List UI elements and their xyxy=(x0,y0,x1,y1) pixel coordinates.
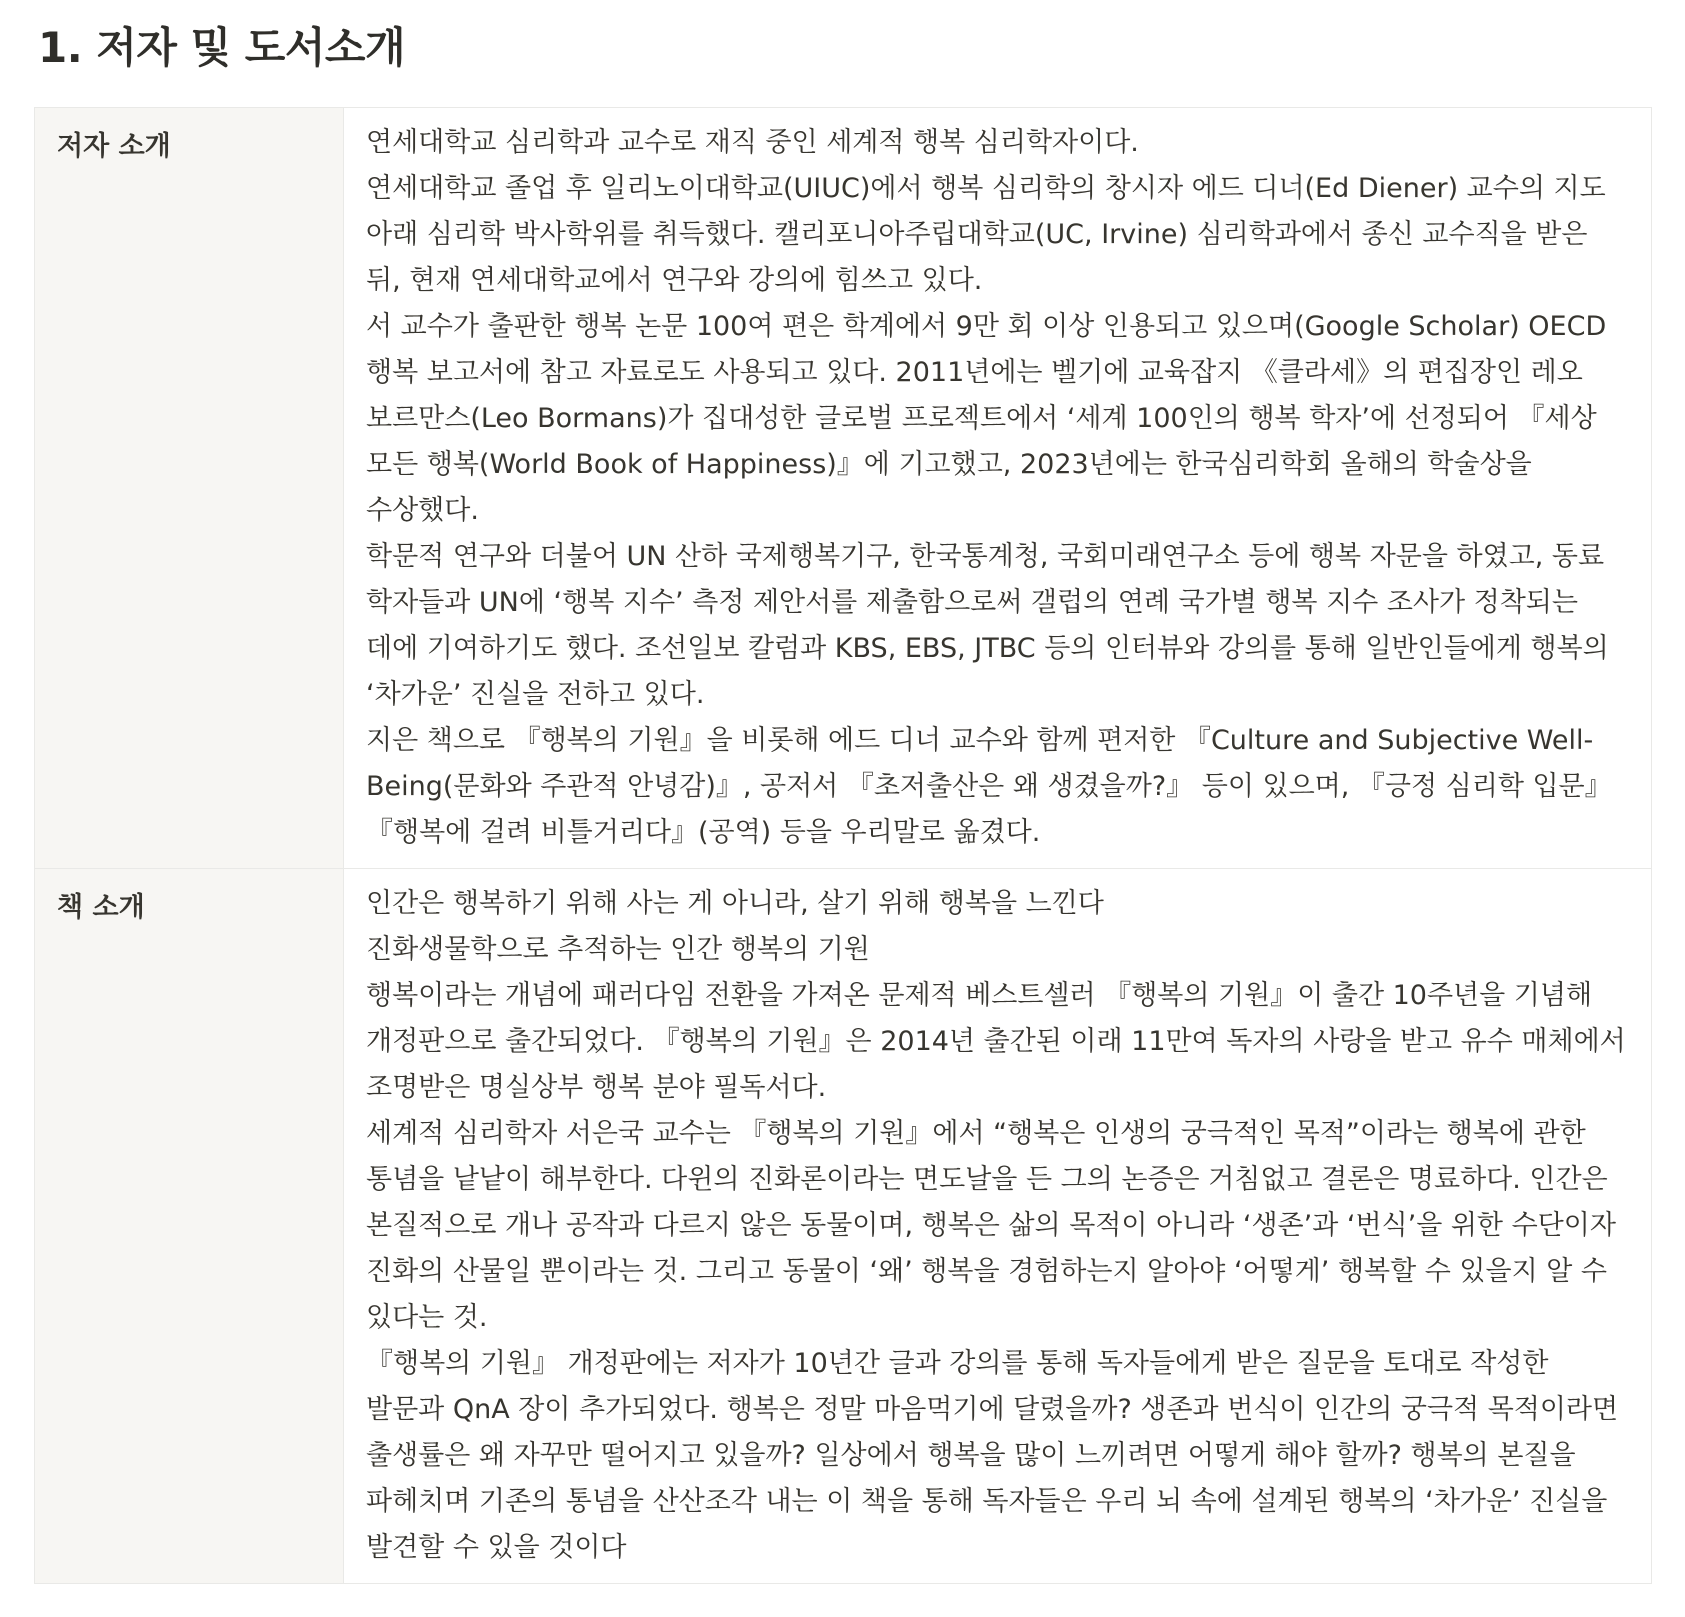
author-paragraph: 연세대학교 심리학과 교수로 재직 중인 세계적 행복 심리학자이다. xyxy=(366,127,1139,158)
info-table xyxy=(34,107,1652,1584)
book-label-cell xyxy=(35,869,344,1584)
book-paragraph: 세계적 심리학자 서은국 교수는 『행복의 기원』에서 “행복은 인생의 궁극적인 목적”이라는 행복에 관한 통념을 낱낱이 해부한다. 다윈의 진화론이라는 면도날을 든 그의 논증은 거침없고 결론은 명료하다. 인간은 본질적으로 개나 공작과 다르지 않은 동물이며, 행복은 삶의 목적이 아니라 ‘생존’과 ‘번식’을 위한 수단이자 진화의 산물일 뿐이라는 것. 그리고 동물이 ‘왜’ 행복을 경험하는지 알아야 ‘어떻게’ 행복할 수 있을지 알 수 있다는 것. xyxy=(366,1118,1616,1333)
book-paragraph: 진화생물학으로 추적하는 인간 행복의 기원 xyxy=(366,934,870,965)
author-label: 저자 소개 xyxy=(57,131,171,162)
author-paragraph: 서 교수가 출판한 행복 논문 100여 편은 학계에서 9만 회 이상 인용되고 있으며(Google Scholar) OECD 행복 보고서에 참고 자료로도 사용되고 있다. 2011년에는 벨기에 교육잡지 《클라세》의 편집장인 레오 보르만스(Leo Bormans)가 집대성한 글로벌 프로젝트에서 ‘세계 100인의 행복 학자’에 선정되어 『세상 모든 행복(World Book of Happiness)』에 기고했고, 2023년에는 한국심리학회 올해의 학술상을 수상했다. xyxy=(366,311,1607,526)
book-paragraph: 『행복의 기원』 개정판에는 저자가 10년간 글과 강의를 통해 독자들에게 받은 질문을 토대로 작성한 발문과 QnA 장이 추가되었다. 행복은 정말 마음먹기에 달렸을까? 생존과 번식이 인간의 궁극적 목적이라면 출생률은 왜 자꾸만 떨어지고 있을까? 일상에서 행복을 많이 느끼려면 어떻게 해야 할까? 행복의 본질을 파헤치며 기존의 통념을 산산조각 내는 이 책을 통해 독자들은 우리 뇌 속에 설계된 행복의 ‘차가운’ 진실을 발견할 수 있을 것이다 xyxy=(366,1348,1619,1563)
author-label-cell xyxy=(35,108,344,869)
book-row xyxy=(35,869,1652,1584)
author-content-cell xyxy=(344,108,1652,869)
author-paragraph: 연세대학교 졸업 후 일리노이대학교(UIUC)에서 행복 심리학의 창시자 에드 디너(Ed Diener) 교수의 지도 아래 심리학 박사학위를 취득했다. 캘리포니아주립대학교(UC, Irvine) 심리학과에서 종신 교수직을 받은 뒤, 현재 연세대학교에서 연구와 강의에 힘쓰고 있다. xyxy=(366,173,1606,296)
section-heading: 1. 저자 및 도서소개 xyxy=(38,23,406,72)
book-label: 책 소개 xyxy=(57,892,145,923)
book-paragraph: 행복이라는 개념에 패러다임 전환을 가져온 문제적 베스트셀러 『행복의 기원』이 출간 10주년을 기념해 개정판으로 출간되었다. 『행복의 기원』은 2014년 출간된 이래 11만여 독자의 사랑을 받고 유수 매체에서 조명받은 명실상부 행복 분야 필독서다. xyxy=(366,980,1626,1103)
author-paragraph: 지은 책으로 『행복의 기원』을 비롯해 에드 디너 교수와 함께 편저한 『Culture and Subjective Well-Being(문화와 주관적 안녕감)』, 공저서 『초저출산은 왜 생겼을까?』 등이 있으며, 『긍정 심리학 입문』 『행복에 걸려 비틀거리다』(공역) 등을 우리말로 옮겼다. xyxy=(366,725,1612,848)
book-content-cell xyxy=(344,869,1652,1584)
author-paragraph: 학문적 연구와 더불어 UN 산하 국제행복기구, 한국통계청, 국회미래연구소 등에 행복 자문을 하였고, 동료 학자들과 UN에 ‘행복 지수’ 측정 제안서를 제출함으로써 갤럽의 연례 국가별 행복 지수 조사가 정착되는 데에 기여하기도 했다. 조선일보 칼럼과 KBS, EBS, JTBC 등의 인터뷰와 강의를 통해 일반인들에게 행복의 ‘차가운’ 진실을 전하고 있다. xyxy=(366,541,1609,710)
author-row xyxy=(35,108,1652,869)
book-paragraph: 인간은 행복하기 위해 사는 게 아니라, 살기 위해 행복을 느낀다 xyxy=(366,888,1104,919)
